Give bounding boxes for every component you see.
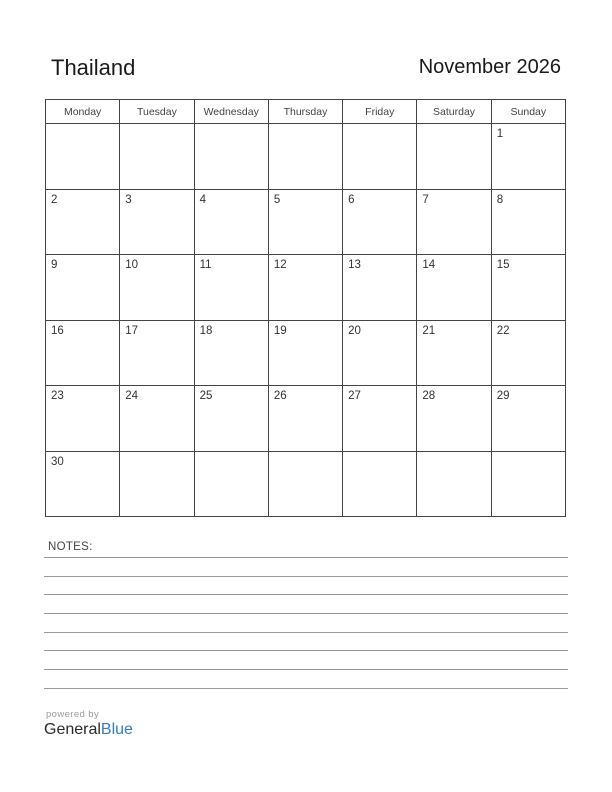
day-number: 3 (125, 193, 132, 206)
notes-line (44, 688, 568, 689)
day-number: 16 (51, 324, 64, 337)
day-number (46, 124, 119, 128)
week-row (46, 124, 566, 190)
day-cell (268, 320, 342, 386)
day-cell (268, 189, 342, 255)
day-cell (120, 189, 194, 255)
weekday-tuesday: Tuesday (120, 100, 194, 124)
day-number (120, 452, 193, 456)
day-number (120, 124, 193, 128)
day-cell (46, 189, 120, 255)
weekday-sunday: Sunday (491, 100, 565, 124)
day-cell (46, 320, 120, 386)
day-number: 26 (273, 390, 287, 402)
day-number (269, 452, 342, 456)
calendar-grid (45, 99, 566, 517)
notes-line (44, 557, 568, 558)
day-cell (491, 124, 565, 190)
day-cell (46, 124, 120, 190)
day-cell (268, 124, 342, 190)
day-number (417, 452, 490, 456)
day-number (343, 452, 416, 456)
day-cell (120, 124, 194, 190)
day-cell (417, 320, 491, 386)
day-cell (268, 451, 342, 517)
day-number: 29 (496, 390, 510, 402)
day-number: 7 (422, 193, 429, 206)
day-number (195, 452, 268, 456)
day-number: 1 (496, 128, 504, 140)
day-number: 22 (496, 324, 510, 337)
week-row (46, 189, 566, 255)
day-number: 27 (348, 390, 361, 402)
day-number: 19 (273, 324, 287, 337)
day-cell (491, 189, 565, 255)
notes-line (44, 632, 568, 633)
brand-blue: Blue (100, 721, 133, 738)
day-cell (194, 124, 268, 190)
country-title: Thailand (51, 55, 136, 80)
week-row (46, 255, 566, 321)
notes-line (44, 576, 568, 577)
brand-general: General (44, 721, 101, 738)
day-cell (194, 189, 268, 255)
day-number: 4 (199, 193, 206, 206)
day-number (195, 124, 268, 128)
day-number: 9 (51, 259, 58, 271)
day-number: 17 (125, 324, 139, 337)
day-cell (194, 255, 268, 321)
week-row (46, 320, 566, 386)
day-cell (417, 451, 491, 517)
day-number (269, 124, 342, 128)
day-cell (268, 386, 342, 452)
day-number: 23 (51, 390, 64, 402)
day-number: 14 (422, 259, 436, 271)
day-cell (120, 320, 194, 386)
day-number (417, 124, 490, 128)
month-year-title: November 2026 (418, 56, 561, 78)
day-cell (194, 451, 268, 517)
day-cell (343, 189, 417, 255)
day-number: 11 (199, 259, 212, 271)
day-cell (120, 386, 194, 452)
day-number: 25 (199, 390, 213, 402)
notes-line (44, 613, 568, 614)
day-cell (194, 320, 268, 386)
notes-line (44, 669, 568, 670)
day-cell (343, 451, 417, 517)
day-cell (120, 255, 194, 321)
day-number: 20 (348, 324, 361, 337)
day-number: 5 (273, 193, 281, 206)
day-number: 15 (496, 259, 510, 271)
day-cell (491, 255, 565, 321)
day-cell (343, 386, 417, 452)
day-cell (491, 320, 565, 386)
day-cell (120, 451, 194, 517)
day-cell (268, 255, 342, 321)
brand-logo (44, 721, 133, 739)
day-cell (417, 386, 491, 452)
day-number: 24 (125, 390, 139, 402)
week-row (46, 451, 566, 517)
day-number (343, 124, 416, 128)
day-number: 6 (348, 193, 355, 206)
weekday-wednesday: Wednesday (194, 100, 268, 124)
notes-line (44, 650, 568, 651)
day-number (492, 452, 565, 456)
week-row (46, 386, 566, 452)
day-cell (343, 124, 417, 190)
day-number: 13 (348, 259, 361, 271)
day-number: 30 (51, 455, 64, 468)
day-cell (491, 386, 565, 452)
day-cell (417, 124, 491, 190)
weekday-thursday: Thursday (268, 100, 342, 124)
day-number: 21 (422, 324, 436, 337)
day-number: 12 (273, 259, 287, 271)
weekday-friday: Friday (343, 100, 417, 124)
day-number: 2 (51, 193, 58, 206)
day-cell (491, 451, 565, 517)
notes-label: NOTES: (48, 541, 93, 553)
day-cell (417, 255, 491, 321)
day-cell (194, 386, 268, 452)
day-number: 8 (496, 193, 504, 206)
day-cell (46, 451, 120, 517)
day-cell (343, 255, 417, 321)
day-number: 18 (199, 324, 213, 337)
weekday-monday: Monday (46, 100, 120, 124)
day-cell (46, 255, 120, 321)
day-cell (417, 189, 491, 255)
notes-line (44, 594, 568, 595)
day-number: 10 (125, 259, 139, 271)
weekday-header-row (46, 100, 566, 124)
weekday-saturday: Saturday (417, 100, 491, 124)
powered-by-label: powered by (46, 709, 100, 720)
day-cell (46, 386, 120, 452)
day-number: 28 (422, 390, 436, 402)
day-cell (343, 320, 417, 386)
